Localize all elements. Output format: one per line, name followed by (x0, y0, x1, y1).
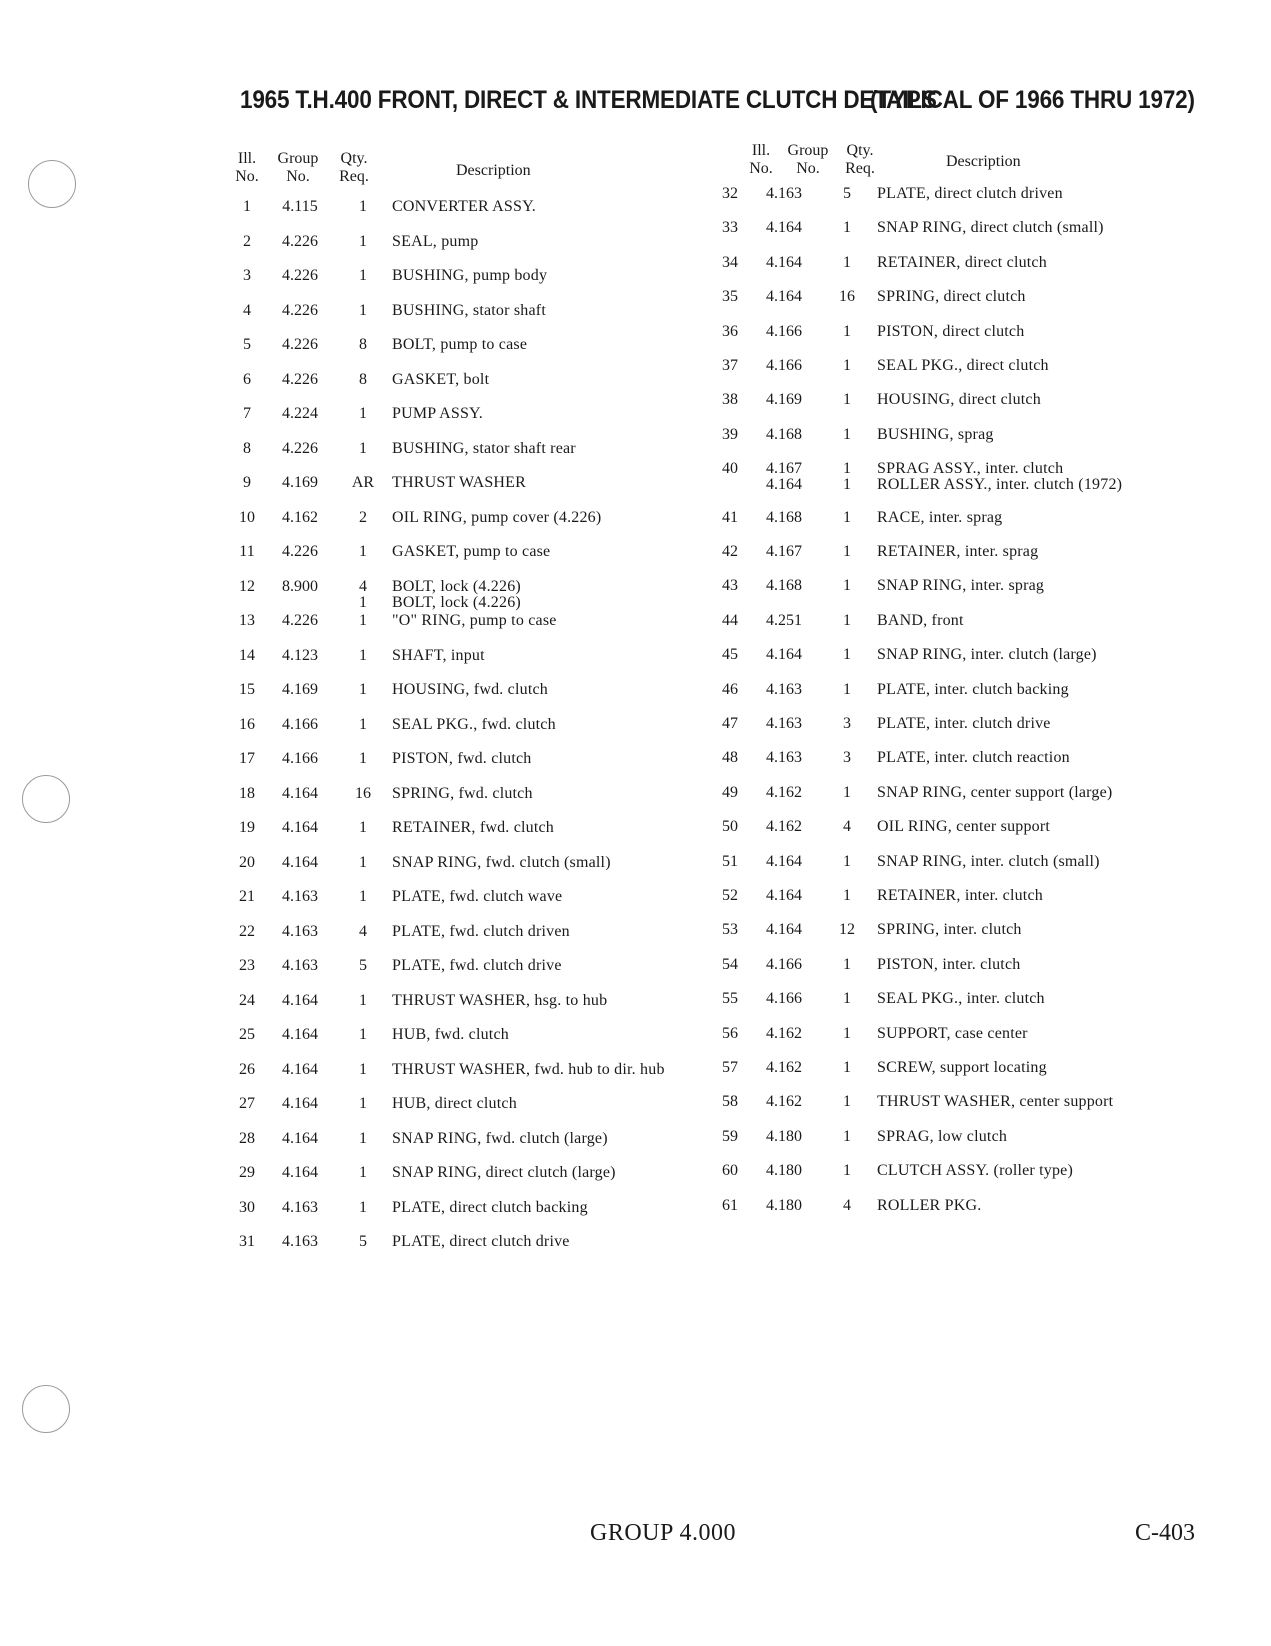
qty-cell: AR (351, 474, 375, 491)
description-cell: HOUSING, fwd. clutch (392, 681, 548, 698)
description-cell: OIL RING, center support (877, 818, 1051, 836)
qty-cell: 1 (359, 750, 367, 767)
ill-no-cell: 34 (722, 253, 738, 271)
group-no-cell-2: 4.164 (766, 476, 802, 494)
qty-cell: 4 (843, 818, 851, 836)
description-cell: BOLT, lock (4.226) (392, 577, 521, 595)
group-no-cell: 4.164 (766, 219, 802, 237)
description-cell: PLATE, fwd. clutch drive (392, 957, 562, 974)
qty-cell: 5 (359, 1233, 367, 1250)
qty-cell: 1 (843, 646, 851, 664)
ill-no-cell: 3 (243, 267, 251, 284)
group-no-cell: 4.167 (766, 543, 802, 560)
ill-no-cell: 42 (722, 543, 738, 560)
ill-no-cell: 60 (722, 1162, 738, 1180)
qty-cell: 1 (359, 198, 367, 215)
ill-no-cell: 32 (722, 185, 738, 202)
group-no-cell: 4.164 (766, 852, 802, 870)
qty-cell: 12 (839, 921, 855, 939)
qty-cell: 3 (843, 749, 851, 767)
ill-no-cell: 6 (243, 370, 251, 388)
ill-no-cell: 8 (243, 439, 251, 457)
group-no-cell: 4.162 (766, 818, 802, 836)
ill-no-cell: 28 (239, 1129, 255, 1147)
description-cell: PLATE, inter. clutch reaction (877, 749, 1070, 767)
qty-cell: 1 (843, 1127, 851, 1145)
description-cell: SNAP RING, inter. clutch (small) (877, 852, 1100, 870)
description-cell: HUB, fwd. clutch (392, 1026, 509, 1043)
group-no-cell: 4.163 (766, 185, 802, 202)
qty-cell: 1 (359, 405, 367, 422)
ill-no-cell: 31 (239, 1233, 255, 1250)
ill-no-cell: 9 (243, 474, 251, 491)
header-qty-req-line2: Req. (339, 168, 369, 185)
header-group-no-line1: Group (787, 142, 829, 159)
description-cell: THRUST WASHER, center support (877, 1093, 1114, 1111)
qty-cell: 1 (359, 1060, 367, 1078)
ill-no-cell: 12 (239, 577, 255, 595)
ill-no-cell: 59 (722, 1127, 738, 1145)
description-cell: HUB, direct clutch (392, 1095, 517, 1112)
group-no-cell: 4.226 (282, 612, 318, 629)
header-ill-no (230, 150, 264, 186)
ill-no-cell: 36 (722, 322, 738, 340)
qty-cell: 1 (359, 232, 367, 250)
description-cell: SHAFT, input (392, 646, 485, 664)
description-cell: BOLT, pump to case (392, 336, 528, 353)
description-cell: THRUST WASHER, fwd. hub to dir. hub (392, 1060, 665, 1078)
group-no-cell: 4.164 (282, 819, 318, 836)
group-no-cell: 4.166 (766, 955, 802, 973)
ill-no-cell: 29 (239, 1164, 255, 1181)
qty-cell-2: 1 (843, 476, 851, 494)
group-no-cell: 4.162 (766, 783, 802, 801)
description-cell: SPRING, fwd. clutch (392, 784, 533, 802)
punch-hole-top (28, 160, 76, 208)
qty-cell: 1 (843, 508, 851, 526)
qty-cell: 5 (843, 185, 851, 202)
group-no-cell: 4.224 (282, 405, 318, 422)
qty-cell: 1 (843, 391, 851, 409)
qty-cell: 1 (359, 439, 367, 457)
description-cell: "O" RING, pump to case (392, 612, 557, 629)
group-no-cell: 4.163 (766, 749, 802, 767)
ill-no-cell: 57 (722, 1059, 738, 1076)
qty-cell: 1 (359, 681, 367, 698)
ill-no-cell: 1 (243, 198, 251, 215)
ill-no-cell: 44 (722, 611, 738, 629)
description-cell: BUSHING, sprag (877, 425, 994, 443)
header-group-no (268, 150, 328, 186)
description-cell: SNAP RING, fwd. clutch (small) (392, 853, 611, 871)
ill-no-cell: 43 (722, 577, 738, 595)
description-cell: SNAP RING, fwd. clutch (large) (392, 1129, 608, 1147)
qty-cell: 1 (843, 611, 851, 629)
qty-cell: 1 (843, 253, 851, 271)
group-no-cell: 4.163 (282, 1233, 318, 1250)
header-ill-no (744, 142, 778, 178)
ill-no-cell: 23 (239, 957, 255, 974)
qty-cell: 1 (359, 991, 367, 1009)
qty-cell: 1 (843, 990, 851, 1008)
header-group-no-line2: No. (286, 168, 310, 185)
header-group-no (778, 142, 838, 178)
ill-no-cell: 10 (239, 508, 255, 526)
group-no-cell: 4.180 (766, 1162, 802, 1180)
description-cell: PUMP ASSY. (392, 405, 483, 422)
description-cell: BUSHING, pump body (392, 267, 548, 284)
qty-cell: 1 (359, 1129, 367, 1147)
group-no-cell: 4.226 (282, 370, 318, 388)
qty-cell: 5 (359, 957, 367, 974)
ill-no-cell: 2 (243, 232, 251, 250)
ill-no-cell: 30 (239, 1198, 255, 1216)
punch-hole-middle (22, 775, 70, 823)
group-no-cell: 4.162 (766, 1059, 802, 1076)
group-no-cell: 4.164 (282, 991, 318, 1009)
ill-no-cell: 38 (722, 391, 738, 409)
ill-no-cell: 26 (239, 1060, 255, 1078)
group-no-cell: 4.163 (282, 957, 318, 974)
ill-no-cell: 49 (722, 783, 738, 801)
group-no-cell: 4.162 (766, 1024, 802, 1042)
description-cell: HOUSING, direct clutch (877, 391, 1041, 409)
group-no-cell: 4.168 (766, 508, 802, 526)
ill-no-cell: 56 (722, 1024, 738, 1042)
group-no-cell: 4.163 (282, 922, 318, 940)
ill-no-cell: 35 (722, 288, 738, 306)
header-description (946, 153, 1021, 171)
description-cell: SPRAG, low clutch (877, 1127, 1008, 1145)
qty-cell: 1 (359, 1198, 367, 1216)
header-description-text: Description (456, 162, 531, 179)
group-no-cell: 4.162 (766, 1093, 802, 1111)
qty-cell: 1 (843, 460, 851, 478)
ill-no-cell: 39 (722, 425, 738, 443)
header-qty-req-line1: Qty. (846, 142, 874, 159)
description-cell: SNAP RING, inter. clutch (large) (877, 646, 1097, 664)
description-cell: BAND, front (877, 611, 964, 629)
header-qty-req (840, 142, 880, 178)
punch-hole-bottom (22, 1385, 70, 1433)
ill-no-cell: 16 (239, 715, 255, 733)
group-no-cell: 4.167 (766, 460, 802, 478)
qty-cell: 1 (359, 715, 367, 733)
qty-cell: 1 (843, 783, 851, 801)
group-no-cell: 4.251 (766, 611, 802, 629)
description-cell: PISTON, direct clutch (877, 322, 1025, 340)
description-cell: CLUTCH ASSY. (roller type) (877, 1162, 1074, 1180)
group-no-cell: 4.163 (282, 1198, 318, 1216)
qty-cell: 1 (843, 219, 851, 237)
page-title (240, 86, 1195, 115)
group-no-cell: 4.164 (282, 784, 318, 802)
description-cell: SNAP RING, direct clutch (small) (877, 219, 1104, 237)
ill-no-cell: 20 (239, 853, 255, 871)
ill-no-cell: 7 (243, 405, 251, 422)
ill-no-cell: 27 (239, 1095, 255, 1112)
description-cell: PLATE, direct clutch backing (392, 1198, 588, 1216)
ill-no-cell: 54 (722, 955, 738, 973)
group-no-cell: 4.226 (282, 267, 318, 284)
description-cell: SNAP RING, inter. sprag (877, 577, 1045, 595)
group-no-cell: 4.164 (766, 887, 802, 904)
description-cell: RETAINER, inter. sprag (877, 543, 1039, 560)
header-qty-req-line1: Qty. (340, 150, 368, 167)
ill-no-cell: 53 (722, 921, 738, 939)
qty-cell: 2 (359, 508, 367, 526)
qty-cell: 1 (843, 1093, 851, 1111)
group-no-cell: 4.180 (766, 1127, 802, 1145)
group-no-cell: 4.163 (766, 715, 802, 732)
header-group-no-line2: No. (796, 160, 820, 177)
description-cell: GASKET, bolt (392, 370, 490, 388)
group-no-cell: 4.166 (282, 750, 318, 767)
group-no-cell: 4.169 (282, 474, 318, 491)
header-ill-no-line2: No. (235, 168, 259, 185)
group-no-cell: 4.166 (766, 322, 802, 340)
qty-cell: 1 (359, 543, 367, 560)
qty-cell: 1 (843, 425, 851, 443)
ill-no-cell: 45 (722, 646, 738, 664)
ill-no-cell: 51 (722, 852, 738, 870)
ill-no-cell: 52 (722, 887, 738, 904)
group-no-cell: 4.164 (766, 253, 802, 271)
qty-cell: 1 (843, 1162, 851, 1180)
qty-cell: 8 (359, 370, 367, 388)
ill-no-cell: 33 (722, 219, 738, 237)
description-cell: OIL RING, pump cover (4.226) (392, 508, 602, 526)
group-no-cell: 4.163 (766, 680, 802, 698)
qty-cell: 1 (359, 1164, 367, 1181)
qty-cell: 3 (843, 715, 851, 732)
group-no-cell: 4.164 (282, 1095, 318, 1112)
group-no-cell: 4.166 (766, 357, 802, 374)
description-cell: PISTON, fwd. clutch (392, 750, 532, 767)
group-no-cell: 4.115 (282, 198, 318, 215)
group-no-cell: 4.180 (766, 1196, 802, 1214)
description-cell: PLATE, fwd. clutch wave (392, 888, 563, 905)
qty-cell: 16 (839, 288, 855, 306)
description-cell: SEAL PKG., inter. clutch (877, 990, 1045, 1008)
description-cell: RETAINER, fwd. clutch (392, 819, 554, 836)
description-cell: BUSHING, stator shaft rear (392, 439, 576, 457)
qty-cell: 1 (359, 646, 367, 664)
qty-cell: 4 (843, 1196, 851, 1214)
ill-no-cell: 11 (239, 543, 255, 560)
qty-cell-2: 1 (359, 593, 367, 611)
description-cell: THRUST WASHER, hsg. to hub (392, 991, 608, 1009)
description-cell: RACE, inter. sprag (877, 508, 1003, 526)
description-cell: PLATE, direct clutch driven (877, 185, 1063, 202)
header-qty-req-line2: Req. (845, 160, 875, 177)
ill-no-cell: 5 (243, 336, 251, 353)
ill-no-cell: 50 (722, 818, 738, 836)
description-cell: RETAINER, direct clutch (877, 253, 1047, 271)
group-no-cell: 4.226 (282, 439, 318, 457)
qty-cell: 4 (359, 577, 367, 595)
description-cell: SUPPORT, case center (877, 1024, 1028, 1042)
qty-cell: 16 (355, 784, 371, 802)
ill-no-cell: 40 (722, 460, 738, 478)
description-cell: PLATE, inter. clutch drive (877, 715, 1051, 732)
description-cell: SPRING, direct clutch (877, 288, 1026, 306)
header-description (456, 162, 531, 180)
group-no-cell: 4.164 (282, 1026, 318, 1043)
qty-cell: 1 (843, 852, 851, 870)
description-cell: SPRING, inter. clutch (877, 921, 1022, 939)
qty-cell: 8 (359, 336, 367, 353)
ill-no-cell: 47 (722, 715, 738, 732)
qty-cell: 1 (843, 1059, 851, 1076)
description-cell-2: BOLT, lock (4.226) (392, 593, 521, 611)
qty-cell: 1 (843, 955, 851, 973)
qty-cell: 1 (359, 612, 367, 629)
group-no-cell: 4.226 (282, 301, 318, 319)
qty-cell: 1 (359, 267, 367, 284)
group-no-cell: 4.168 (766, 425, 802, 443)
ill-no-cell: 14 (239, 646, 255, 664)
qty-cell: 1 (843, 357, 851, 374)
group-no-cell: 4.164 (766, 921, 802, 939)
qty-cell: 1 (359, 301, 367, 319)
qty-cell: 1 (843, 887, 851, 904)
group-no-cell: 4.166 (766, 990, 802, 1008)
description-cell: PLATE, inter. clutch backing (877, 680, 1069, 698)
description-cell: SEAL PKG., fwd. clutch (392, 715, 556, 733)
qty-cell: 1 (843, 543, 851, 560)
header-qty-req (334, 150, 374, 186)
description-cell: SEAL PKG., direct clutch (877, 357, 1049, 374)
ill-no-cell: 24 (239, 991, 255, 1009)
footer-group-label: GROUP 4.000 (590, 1520, 736, 1546)
ill-no-cell: 13 (239, 612, 255, 629)
group-no-cell: 4.164 (282, 1164, 318, 1181)
footer-page-number: C-403 (1135, 1520, 1195, 1546)
qty-cell: 1 (359, 888, 367, 905)
ill-no-cell: 17 (239, 750, 255, 767)
group-no-cell: 4.162 (282, 508, 318, 526)
header-ill-no-line1: Ill. (751, 142, 771, 159)
description-cell: GASKET, pump to case (392, 543, 551, 560)
qty-cell: 1 (843, 322, 851, 340)
title-text: 1965 T.H.400 FRONT, DIRECT & INTERMEDIATE CLUTCH DETAILS (240, 86, 937, 114)
qty-cell: 1 (359, 1095, 367, 1112)
group-no-cell: 4.164 (282, 1129, 318, 1147)
description-cell: PISTON, inter. clutch (877, 955, 1021, 973)
description-cell: CONVERTER ASSY. (392, 198, 536, 215)
ill-no-cell: 25 (239, 1026, 255, 1043)
ill-no-cell: 55 (722, 990, 738, 1008)
ill-no-cell: 21 (239, 888, 255, 905)
description-cell: SEAL, pump (392, 232, 479, 250)
description-cell: ROLLER PKG. (877, 1196, 982, 1214)
ill-no-cell: 15 (239, 681, 255, 698)
header-group-no-line1: Group (277, 150, 319, 167)
ill-no-cell: 61 (722, 1196, 738, 1214)
description-cell: THRUST WASHER (392, 474, 527, 491)
ill-no-cell: 41 (722, 508, 738, 526)
qty-cell: 1 (359, 819, 367, 836)
group-no-cell: 4.164 (282, 1060, 318, 1078)
qty-cell: 1 (359, 1026, 367, 1043)
header-ill-no-line1: Ill. (237, 150, 257, 167)
description-cell: BUSHING, stator shaft (392, 301, 546, 319)
qty-cell: 1 (359, 853, 367, 871)
group-no-cell: 4.164 (766, 288, 802, 306)
description-cell: SNAP RING, direct clutch (large) (392, 1164, 616, 1181)
ill-no-cell: 58 (722, 1093, 738, 1111)
group-no-cell: 4.123 (282, 646, 318, 664)
group-no-cell: 4.169 (282, 681, 318, 698)
group-no-cell: 4.226 (282, 543, 318, 560)
group-no-cell: 4.168 (766, 577, 802, 595)
group-no-cell: 4.164 (766, 646, 802, 664)
ill-no-cell: 46 (722, 680, 738, 698)
ill-no-cell: 48 (722, 749, 738, 767)
subtitle-text: (TYPICAL OF 1966 THRU 1972) (870, 86, 1195, 114)
description-cell-2: ROLLER ASSY., inter. clutch (1972) (877, 476, 1123, 494)
ill-no-cell: 19 (239, 819, 255, 836)
ill-no-cell: 37 (722, 357, 738, 374)
description-cell: PLATE, direct clutch drive (392, 1233, 570, 1250)
group-no-cell: 4.226 (282, 232, 318, 250)
description-cell: SPRAG ASSY., inter. clutch (877, 460, 1064, 478)
header-ill-no-line2: No. (749, 160, 773, 177)
group-no-cell: 4.169 (766, 391, 802, 409)
group-no-cell: 4.226 (282, 336, 318, 353)
ill-no-cell: 22 (239, 922, 255, 940)
ill-no-cell: 18 (239, 784, 255, 802)
group-no-cell: 4.164 (282, 853, 318, 871)
description-cell: RETAINER, inter. clutch (877, 887, 1043, 904)
header-description-text: Description (946, 153, 1021, 170)
description-cell: PLATE, fwd. clutch driven (392, 922, 570, 940)
qty-cell: 1 (843, 1024, 851, 1042)
group-no-cell: 4.163 (282, 888, 318, 905)
description-cell: SCREW, support locating (877, 1059, 1047, 1076)
qty-cell: 4 (359, 922, 367, 940)
description-cell: SNAP RING, center support (large) (877, 783, 1113, 801)
group-no-cell: 8.900 (282, 577, 318, 595)
qty-cell: 1 (843, 577, 851, 595)
group-no-cell: 4.166 (282, 715, 318, 733)
qty-cell: 1 (843, 680, 851, 698)
ill-no-cell: 4 (243, 301, 251, 319)
